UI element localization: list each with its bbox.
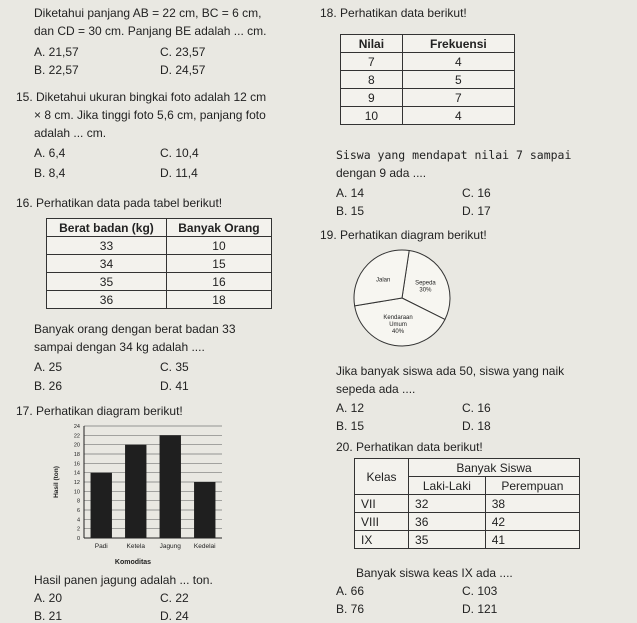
x-tick-label: Ketela — [126, 543, 145, 550]
q19-option-c[interactable]: C. 16 — [462, 401, 491, 415]
bar — [160, 435, 181, 538]
table-row — [47, 237, 272, 255]
table-cell: 7 — [341, 53, 403, 71]
y-tick-label: 16 — [73, 461, 80, 468]
q17-intro: 17. Perhatikan diagram berikut! — [16, 404, 183, 418]
table-row — [341, 107, 515, 125]
q18-option-a[interactable]: A. 14 — [336, 186, 365, 200]
q15-option-c[interactable]: C. 10,4 — [160, 146, 199, 160]
table-header: Banyak Siswa — [409, 459, 580, 477]
q14-option-a[interactable]: A. 21,57 — [34, 45, 79, 59]
pie-value-label: 40% — [392, 329, 405, 336]
bar — [91, 473, 112, 538]
table-cell: 33 — [47, 237, 167, 255]
q19-intro: 19. Perhatikan diagram berikut! — [320, 228, 487, 242]
q14-line1: Diketahui panjang AB = 22 cm, BC = 6 cm, — [34, 6, 262, 20]
q19-option-a[interactable]: A. 12 — [336, 401, 365, 415]
table-cell: VIII — [355, 513, 409, 531]
table-row — [341, 71, 515, 89]
q18-line1: Siswa yang mendapat nilai 7 sampai — [336, 148, 572, 162]
q20-option-c[interactable]: C. 103 — [462, 584, 498, 598]
table-cell: 42 — [485, 513, 579, 531]
q15-line1: 15. Diketahui ukuran bingkai foto adalah 12 cm — [16, 90, 267, 104]
x-tick-label: Padi — [94, 543, 108, 550]
pie-label: Kendaraan — [383, 315, 413, 322]
table-header: Nilai — [341, 35, 403, 53]
pie-label: Umum — [389, 322, 407, 329]
table-cell: 38 — [485, 495, 579, 513]
table-header: Berat badan (kg) — [47, 219, 167, 237]
table-cell: 34 — [47, 255, 167, 273]
y-tick-label: 8 — [76, 498, 80, 505]
table-row — [355, 495, 580, 513]
q20-option-b[interactable]: B. 76 — [336, 602, 365, 616]
table-header: Laki-Laki — [409, 477, 486, 495]
x-tick-label: Kedelai — [193, 543, 216, 550]
q19-option-b[interactable]: B. 15 — [336, 419, 365, 433]
q20-table — [354, 458, 580, 549]
pie-chart — [340, 246, 480, 356]
q16-option-a[interactable]: A. 25 — [34, 360, 63, 374]
table-cell: 35 — [47, 273, 167, 291]
pie-label: Sepeda — [415, 280, 436, 287]
q15-option-a[interactable]: A. 6,4 — [34, 146, 66, 160]
table-row — [47, 291, 272, 309]
table-header-row — [47, 219, 272, 237]
y-tick-label: 6 — [76, 508, 80, 514]
bar — [194, 482, 215, 538]
table-header: Kelas — [355, 459, 409, 495]
table-cell: 18 — [166, 291, 271, 309]
q14-option-d[interactable]: D. 24,57 — [160, 63, 206, 77]
table-cell: 9 — [341, 89, 403, 107]
q16-table — [46, 218, 272, 309]
table-cell: 36 — [47, 291, 167, 309]
bar-chart — [48, 420, 228, 570]
q14-line2: dan CD = 30 cm. Panjang BE adalah ... cm. — [34, 24, 267, 38]
q15-option-d[interactable]: D. 11,4 — [160, 166, 198, 180]
q18-option-b[interactable]: B. 15 — [336, 204, 365, 218]
table-cell: 41 — [485, 531, 579, 549]
table-header-row — [355, 459, 580, 477]
q16-intro: 16. Perhatikan data pada tabel berikut! — [16, 196, 223, 210]
q18-line2: dengan 9 ada .... — [336, 166, 427, 180]
pie-value-label: 30% — [419, 287, 432, 294]
q15-option-b[interactable]: B. 8,4 — [34, 166, 66, 180]
table-header: Frekuensi — [402, 35, 514, 53]
q17-option-c[interactable]: C. 22 — [160, 591, 189, 605]
q14-option-c[interactable]: C. 23,57 — [160, 45, 206, 59]
q15-line3: adalah ... cm. — [34, 126, 107, 140]
y-tick-label: 0 — [76, 536, 80, 542]
q17-option-d[interactable]: D. 24 — [160, 609, 189, 623]
q19-line1: Jika banyak siswa ada 50, siswa yang naik — [336, 364, 565, 378]
table-row — [355, 513, 580, 531]
table-cell: IX — [355, 531, 409, 549]
q18-option-c[interactable]: C. 16 — [462, 186, 491, 200]
table-cell: 10 — [166, 237, 271, 255]
q16-option-c[interactable]: C. 35 — [160, 360, 189, 374]
y-tick-label: 14 — [73, 470, 80, 477]
q15-line2: × 8 cm. Jika tinggi foto 5,6 cm, panjang foto — [34, 108, 266, 122]
q16-line2: sampai dengan 34 kg adalah .... — [34, 340, 205, 354]
q20-intro: 20. Perhatikan data berikut! — [336, 440, 483, 454]
table-row — [355, 531, 580, 549]
table-row — [341, 89, 515, 107]
table-header: Perempuan — [485, 477, 579, 495]
q18-table — [340, 34, 515, 125]
table-cell: 15 — [166, 255, 271, 273]
table-cell: 35 — [409, 531, 486, 549]
y-tick-label: 4 — [76, 517, 80, 524]
pie-label: Jalan — [376, 277, 391, 284]
table-cell: 10 — [341, 107, 403, 125]
y-axis-label: Hasil (ton) — [53, 466, 60, 498]
table-cell: 36 — [409, 513, 486, 531]
q16-line1: Banyak orang dengan berat badan 33 — [34, 322, 236, 336]
y-tick-label: 22 — [73, 433, 80, 440]
q16-option-b[interactable]: B. 26 — [34, 379, 63, 393]
bar — [125, 445, 146, 538]
table-cell: 16 — [166, 273, 271, 291]
table-cell: 32 — [409, 495, 486, 513]
table-header-row — [341, 35, 515, 53]
q17-question: Hasil panen jagung adalah ... ton. — [34, 573, 213, 587]
table-cell: 4 — [402, 53, 514, 71]
x-axis-label: Komoditas — [114, 559, 152, 566]
q18-intro: 18. Perhatikan data berikut! — [320, 6, 467, 20]
table-header: Banyak Orang — [166, 219, 271, 237]
table-row — [47, 255, 272, 273]
q16-option-d[interactable]: D. 41 — [160, 379, 189, 393]
table-cell: VII — [355, 495, 409, 513]
table-cell: 7 — [402, 89, 514, 107]
q17-option-a[interactable]: A. 20 — [34, 591, 63, 605]
q20-question: Banyak siswa keas IX ada .... — [356, 566, 513, 580]
table-cell: 8 — [341, 71, 403, 89]
y-tick-label: 12 — [73, 480, 80, 486]
q20-option-d[interactable]: D. 121 — [462, 602, 498, 616]
q17-option-b[interactable]: B. 21 — [34, 609, 63, 623]
table-row — [47, 273, 272, 291]
q18-option-d[interactable]: D. 17 — [462, 204, 491, 218]
x-tick-label: Jagung — [159, 543, 181, 550]
table-row — [341, 53, 515, 71]
q14-option-b[interactable]: B. 22,57 — [34, 63, 79, 77]
y-tick-label: 10 — [73, 489, 80, 496]
y-tick-label: 24 — [73, 424, 80, 430]
q20-option-a[interactable]: A. 66 — [336, 584, 365, 598]
q19-option-d[interactable]: D. 18 — [462, 419, 491, 433]
table-cell: 4 — [402, 107, 514, 125]
y-tick-label: 20 — [73, 442, 80, 449]
table-cell: 5 — [402, 71, 514, 89]
q19-line2: sepeda ada .... — [336, 382, 416, 396]
y-tick-label: 18 — [73, 452, 80, 458]
y-tick-label: 2 — [76, 526, 80, 533]
